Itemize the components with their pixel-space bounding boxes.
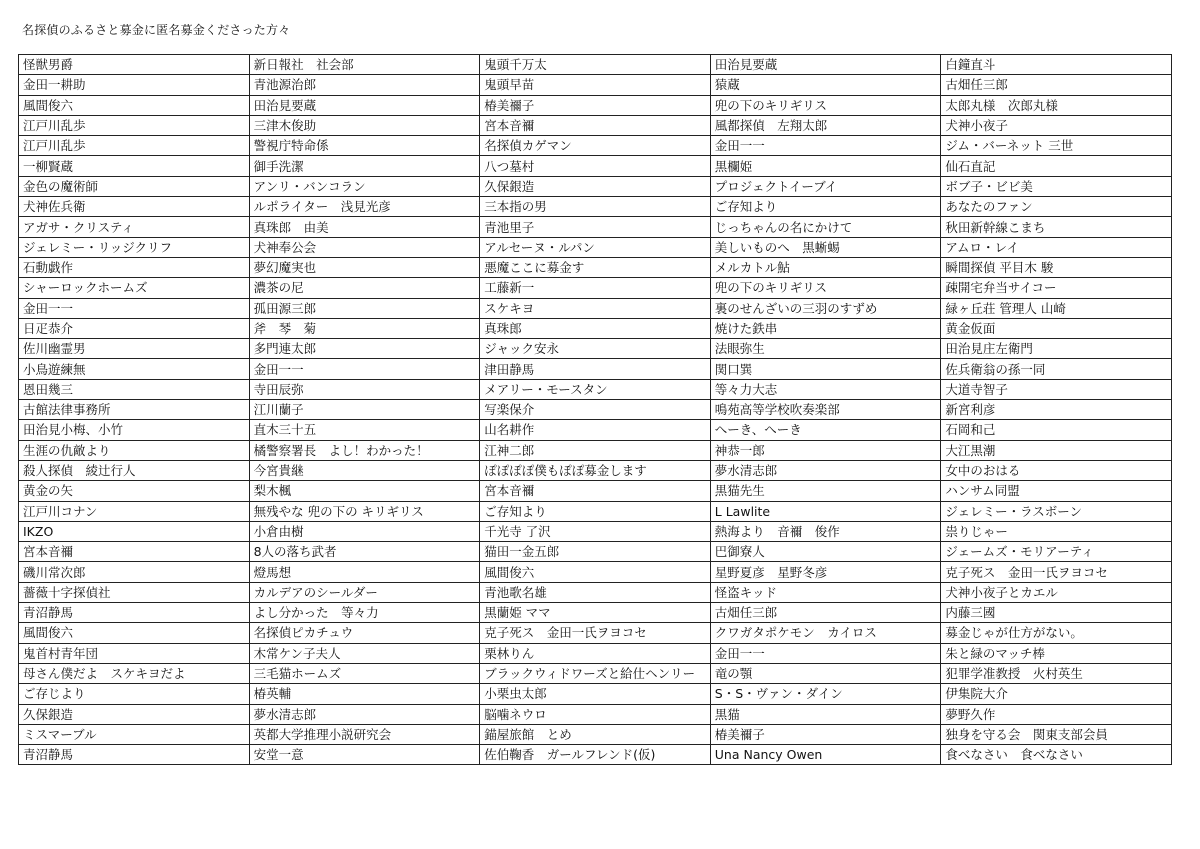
table-cell: 8人の落ち武者 — [249, 542, 480, 562]
table-row — [19, 745, 1172, 765]
table-cell: 一柳賢蔵 — [19, 156, 250, 176]
table-cell: ジャック安永 — [480, 339, 711, 359]
table-cell: 宮本音禰 — [480, 115, 711, 135]
table-cell: 江戸川乱歩 — [19, 136, 250, 156]
table-cell: 佐川幽霊男 — [19, 339, 250, 359]
table-cell: IKZO — [19, 521, 250, 541]
table-cell: L Lawlite — [710, 501, 941, 521]
table-cell: 白鐘直斗 — [941, 55, 1172, 75]
table-cell: 内藤三國 — [941, 603, 1172, 623]
table-cell: 黒猫 — [710, 704, 941, 724]
table-cell: 法眼弥生 — [710, 339, 941, 359]
table-cell: 金田一一 — [710, 136, 941, 156]
table-cell: 秋田新幹線こまち — [941, 217, 1172, 237]
table-cell: 磯川常次郎 — [19, 562, 250, 582]
table-cell: 大江黒潮 — [941, 440, 1172, 460]
table-cell: 悪魔ここに募金す — [480, 257, 711, 277]
table-row — [19, 440, 1172, 460]
table-cell: 鳴苑高等学校吹奏楽部 — [710, 400, 941, 420]
table-cell: 椿美禰子 — [480, 95, 711, 115]
table-cell: ご存知より — [480, 501, 711, 521]
table-row — [19, 643, 1172, 663]
table-cell: アガサ・クリスティ — [19, 217, 250, 237]
table-cell: ジェームズ・モリアーティ — [941, 542, 1172, 562]
table-cell: 直木三十五 — [249, 420, 480, 440]
table-cell: 千光寺 了沢 — [480, 521, 711, 541]
table-cell: 黒猫先生 — [710, 481, 941, 501]
table-cell: 多門連太郎 — [249, 339, 480, 359]
table-cell: 鬼頭早苗 — [480, 75, 711, 95]
table-cell: 犬神小夜子 — [941, 115, 1172, 135]
table-row — [19, 75, 1172, 95]
table-cell: 新日報社 社会部 — [249, 55, 480, 75]
table-cell: 小倉由樹 — [249, 521, 480, 541]
table-cell: 三毛猫ホームズ — [249, 663, 480, 683]
table-cell: 真珠郎 由美 — [249, 217, 480, 237]
table-cell: 祟りじゃー — [941, 521, 1172, 541]
table-cell: 克子死ス 金田一氏ヲヨコセ — [941, 562, 1172, 582]
table-cell: 田治見要蔵 — [710, 55, 941, 75]
table-cell: よし分かった 等々力 — [249, 603, 480, 623]
table-cell: クワガタポケモン カイロス — [710, 623, 941, 643]
table-cell: 独身を守る会 関東支部会員 — [941, 724, 1172, 744]
table-cell: 金田一耕助 — [19, 75, 250, 95]
table-cell: 克子死ス 金田一氏ヲヨコセ — [480, 623, 711, 643]
table-cell: メルカトル鮎 — [710, 257, 941, 277]
table-cell: 裏のせんざいの三羽のすずめ — [710, 298, 941, 318]
table-cell: ご存知より — [710, 197, 941, 217]
table-row — [19, 339, 1172, 359]
table-row — [19, 501, 1172, 521]
table-cell: 疎開宅弁当サイコー — [941, 278, 1172, 298]
table-cell: 等々力大志 — [710, 379, 941, 399]
table-cell: 焼けた鉄串 — [710, 318, 941, 338]
table-cell: 生涯の仇敵より — [19, 440, 250, 460]
table-cell: 日疋恭介 — [19, 318, 250, 338]
table-cell: 女中のおはる — [941, 460, 1172, 480]
table-cell: 写楽保介 — [480, 400, 711, 420]
table-cell: 風間俊六 — [480, 562, 711, 582]
table-cell: 青池歌名雄 — [480, 582, 711, 602]
table-cell: 黒欄姫 — [710, 156, 941, 176]
table-cell: 古館法律事務所 — [19, 400, 250, 420]
table-cell: 石動戯作 — [19, 257, 250, 277]
table-cell: ジェレミー・ラスボーン — [941, 501, 1172, 521]
table-cell: ハンサム同盟 — [941, 481, 1172, 501]
table-cell: 燈馬想 — [249, 562, 480, 582]
table-cell: 熱海より 音禰 俊作 — [710, 521, 941, 541]
table-cell: 恩田幾三 — [19, 379, 250, 399]
table-cell: 田治見小梅、小竹 — [19, 420, 250, 440]
table-cell: 犯罪学准教授 火村英生 — [941, 663, 1172, 683]
table-row — [19, 278, 1172, 298]
table-cell: ご存じより — [19, 684, 250, 704]
table-cell: 小栗虫太郎 — [480, 684, 711, 704]
table-cell: 黄金の矢 — [19, 481, 250, 501]
table-cell: 工藤新一 — [480, 278, 711, 298]
table-cell: プロジェクトイーブイ — [710, 176, 941, 196]
table-cell: 瞬間探偵 平目木 駿 — [941, 257, 1172, 277]
table-row — [19, 542, 1172, 562]
table-cell: 八つ墓村 — [480, 156, 711, 176]
table-cell: 江戸川コナン — [19, 501, 250, 521]
table-cell: 石岡和己 — [941, 420, 1172, 440]
table-cell: 濃茶の尼 — [249, 278, 480, 298]
table-cell: 古畑任三郎 — [710, 603, 941, 623]
table-cell: 黄金仮面 — [941, 318, 1172, 338]
table-cell: 警視庁特命係 — [249, 136, 480, 156]
table-cell: 夢水清志郎 — [249, 704, 480, 724]
table-cell: Una Nancy Owen — [710, 745, 941, 765]
table-cell: 猫田一金五郎 — [480, 542, 711, 562]
table-cell: 安堂一意 — [249, 745, 480, 765]
table-row — [19, 481, 1172, 501]
table-cell: シャーロックホームズ — [19, 278, 250, 298]
table-cell: 津田静馬 — [480, 359, 711, 379]
table-cell: ブラックウィドワーズと給仕ヘンリー — [480, 663, 711, 683]
table-row — [19, 684, 1172, 704]
table-cell: スケキヨ — [480, 298, 711, 318]
table-cell: 青池源治郎 — [249, 75, 480, 95]
table-cell: ジム・バーネット 三世 — [941, 136, 1172, 156]
table-row — [19, 115, 1172, 135]
table-cell: アンリ・バンコラン — [249, 176, 480, 196]
table-cell: 斧 琴 菊 — [249, 318, 480, 338]
table-cell: 久保銀造 — [19, 704, 250, 724]
table-cell: 梨木楓 — [249, 481, 480, 501]
table-cell: 美しいものへ 黒蜥蜴 — [710, 237, 941, 257]
table-cell: 神恭一郎 — [710, 440, 941, 460]
table-row — [19, 603, 1172, 623]
table-cell: ルポライター 浅見光彦 — [249, 197, 480, 217]
table-row — [19, 197, 1172, 217]
table-row — [19, 724, 1172, 744]
table-cell: 殺人探偵 綾辻行人 — [19, 460, 250, 480]
table-cell: 犬神小夜子とカエル — [941, 582, 1172, 602]
table-cell: 金色の魔術師 — [19, 176, 250, 196]
table-row — [19, 663, 1172, 683]
table-cell: 田治見要蔵 — [249, 95, 480, 115]
table-cell: 古畑任三郎 — [941, 75, 1172, 95]
table-cell: 英都大学推理小説研究会 — [249, 724, 480, 744]
table-cell: 金田一一 — [710, 643, 941, 663]
table-cell: 椿美禰子 — [710, 724, 941, 744]
table-cell: 仙石直記 — [941, 156, 1172, 176]
table-cell: 兜の下のキリギリス — [710, 95, 941, 115]
table-cell: 犬神佐兵衛 — [19, 197, 250, 217]
table-cell: 金田一一 — [249, 359, 480, 379]
table-cell: ミスマーブル — [19, 724, 250, 744]
table-cell: 竜の顎 — [710, 663, 941, 683]
table-cell: じっちゃんの名にかけて — [710, 217, 941, 237]
table-cell: アムロ・レイ — [941, 237, 1172, 257]
table-cell: 宮本音禰 — [19, 542, 250, 562]
table-row — [19, 704, 1172, 724]
table-row — [19, 156, 1172, 176]
table-cell: 橘警察署長 よし！わかった！ — [249, 440, 480, 460]
table-row — [19, 237, 1172, 257]
table-cell: 風間俊六 — [19, 623, 250, 643]
table-cell: 夢野久作 — [941, 704, 1172, 724]
table-cell: 緑ヶ丘荘 管理人 山崎 — [941, 298, 1172, 318]
table-cell: 久保銀造 — [480, 176, 711, 196]
table-cell: 江戸川乱歩 — [19, 115, 250, 135]
donor-table-body — [19, 55, 1172, 765]
table-row — [19, 562, 1172, 582]
table-row — [19, 298, 1172, 318]
table-cell: ボブ子・ビビ美 — [941, 176, 1172, 196]
table-cell: 猿蔵 — [710, 75, 941, 95]
table-row — [19, 359, 1172, 379]
table-cell: 関口巽 — [710, 359, 941, 379]
table-cell: 孤田源三郎 — [249, 298, 480, 318]
table-row — [19, 420, 1172, 440]
table-cell: 佐伯鞠香 ガールフレンド(仮) — [480, 745, 711, 765]
table-cell: 大道寺智子 — [941, 379, 1172, 399]
table-cell: 名探偵カゲマン — [480, 136, 711, 156]
table-cell: 栗林りん — [480, 643, 711, 663]
table-row — [19, 176, 1172, 196]
table-row — [19, 318, 1172, 338]
table-cell: 風都探偵 左翔太郎 — [710, 115, 941, 135]
table-row — [19, 136, 1172, 156]
table-cell: S・S・ヴァン・ダイン — [710, 684, 941, 704]
table-cell: 青沼静馬 — [19, 745, 250, 765]
table-cell: 江川蘭子 — [249, 400, 480, 420]
table-cell: 母さん僕だよ スケキヨだよ — [19, 663, 250, 683]
table-cell: 金田一一 — [19, 298, 250, 318]
table-cell: 真珠郎 — [480, 318, 711, 338]
table-cell: 青沼静馬 — [19, 603, 250, 623]
table-cell: 新宮利彦 — [941, 400, 1172, 420]
table-cell: 青池里子 — [480, 217, 711, 237]
table-row — [19, 400, 1172, 420]
document-title: 名探偵のふるさと募金に匿名募金くださった方々 — [22, 23, 291, 37]
table-cell: 夢水清志郎 — [710, 460, 941, 480]
table-row — [19, 379, 1172, 399]
table-cell: 名探偵ピカチュウ — [249, 623, 480, 643]
table-cell: 木常ケン子夫人 — [249, 643, 480, 663]
table-cell: 三津木俊助 — [249, 115, 480, 135]
table-cell: 無残やな 兜の下の キリギリス — [249, 501, 480, 521]
table-cell: 朱と緑のマッチ棒 — [941, 643, 1172, 663]
table-cell: 伊集院大介 — [941, 684, 1172, 704]
table-cell: 夢幻魔実也 — [249, 257, 480, 277]
table-cell: 寺田辰弥 — [249, 379, 480, 399]
table-row — [19, 521, 1172, 541]
table-row — [19, 582, 1172, 602]
table-cell: あなたのファン — [941, 197, 1172, 217]
table-cell: 御手洗潔 — [249, 156, 480, 176]
table-cell: カルデアのシールダー — [249, 582, 480, 602]
table-cell: 怪獣男爵 — [19, 55, 250, 75]
table-row — [19, 55, 1172, 75]
table-row — [19, 95, 1172, 115]
table-cell: へーき、へーき — [710, 420, 941, 440]
table-cell: 宮本音禰 — [480, 481, 711, 501]
table-cell: 募金じゃが仕方がない。 — [941, 623, 1172, 643]
table-cell: 脳噛ネウロ — [480, 704, 711, 724]
table-cell: 巴御寮人 — [710, 542, 941, 562]
table-cell: 佐兵衛翁の孫一同 — [941, 359, 1172, 379]
table-cell: 兜の下のキリギリス — [710, 278, 941, 298]
table-cell: 太郎丸様 次郎丸様 — [941, 95, 1172, 115]
table-cell: ぽぽぽぽ僕もぽぽ募金します — [480, 460, 711, 480]
table-cell: 黒蘭姫 ママ — [480, 603, 711, 623]
table-cell: 山名耕作 — [480, 420, 711, 440]
table-cell: 椿英輔 — [249, 684, 480, 704]
table-cell: メアリー・モースタン — [480, 379, 711, 399]
table-row — [19, 257, 1172, 277]
table-cell: 今宮貴継 — [249, 460, 480, 480]
table-cell: 薔薇十字探偵社 — [19, 582, 250, 602]
table-cell: 犬神奉公会 — [249, 237, 480, 257]
table-cell: 錨屋旅館 とめ — [480, 724, 711, 744]
table-cell: 三本指の男 — [480, 197, 711, 217]
table-cell: 風間俊六 — [19, 95, 250, 115]
table-cell: 田治見庄左衛門 — [941, 339, 1172, 359]
table-cell: 食べなさい 食べなさい — [941, 745, 1172, 765]
table-cell: アルセーヌ・ルパン — [480, 237, 711, 257]
table-row — [19, 217, 1172, 237]
table-cell: 江神二郎 — [480, 440, 711, 460]
table-cell: 怪盗キッド — [710, 582, 941, 602]
table-row — [19, 460, 1172, 480]
table-row — [19, 623, 1172, 643]
table-cell: ジェレミー・リッジクリフ — [19, 237, 250, 257]
table-cell: 鬼頭千万太 — [480, 55, 711, 75]
table-cell: 星野夏彦 星野冬彦 — [710, 562, 941, 582]
donor-table — [18, 54, 1172, 765]
table-cell: 鬼首村青年団 — [19, 643, 250, 663]
table-cell: 小鳥遊練無 — [19, 359, 250, 379]
